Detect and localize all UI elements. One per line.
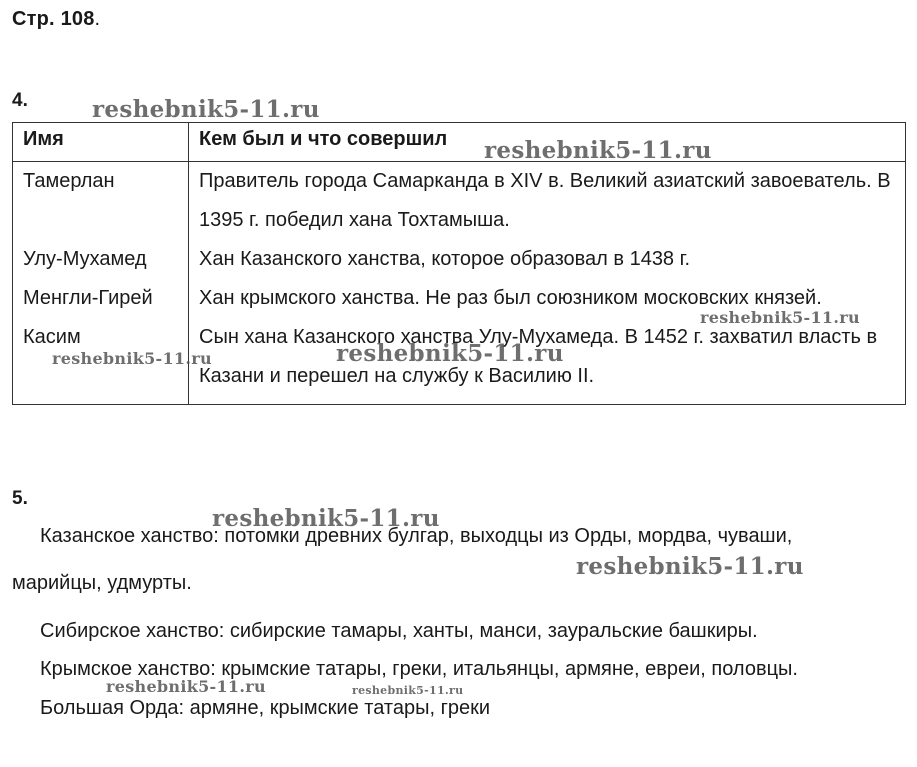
watermark: reshebnik5-11.ru: [336, 340, 564, 367]
row-name: Касим: [13, 318, 189, 405]
watermark: reshebnik5-11.ru: [212, 505, 440, 532]
row-description: Хан крымского ханства. Не раз был союзником московских князей.: [189, 279, 906, 318]
siberian-khanate-paragraph: Сибирское ханство: сибирские тамары, ханты, манси, зауральские башкиры.: [40, 620, 758, 642]
row-description: Сын хана Казанского ханства Улу-Мухамеда. В 1452 г. захватил власть в Казани и перешел на службу к Василию II.: [189, 318, 906, 405]
table-header-row: [13, 123, 906, 162]
table-row: [13, 240, 906, 279]
page-title-dot: .: [94, 8, 101, 30]
crimean-khanate-paragraph: Крымское ханство: крымские татары, греки, итальянцы, армяне, евреи, половцы.: [40, 658, 798, 680]
task-5-number: 5.: [12, 488, 28, 509]
row-description: Хан Казанского ханства, которое образовал в 1438 г.: [189, 240, 906, 279]
table-row: [13, 162, 906, 241]
watermark: reshebnik5-11.ru: [484, 137, 712, 164]
page-title: [12, 8, 100, 31]
kazan-khanate-line-1: Казанское ханство: потомки древних булгар, выходцы из Орды, мордва, чуваши,: [40, 525, 793, 547]
row-name: Менгли-Гирей: [13, 279, 189, 318]
task-4-number: 4.: [12, 90, 28, 111]
kazan-khanate-line-2: марийцы, удмурты.: [12, 572, 192, 594]
great-horde-paragraph: Большая Орда: армяне, крымские татары, греки: [40, 697, 491, 719]
watermark: reshebnik5-11.ru: [106, 677, 266, 696]
column-header-description: Кем был и что совершил: [189, 123, 906, 162]
column-header-name: Имя: [13, 123, 189, 162]
row-name: Тамерлан: [13, 162, 189, 241]
watermark: reshebnik5-11.ru: [52, 349, 212, 368]
watermark: reshebnik5-11.ru: [700, 308, 860, 327]
row-name: Улу-Мухамед: [13, 240, 189, 279]
watermark: reshebnik5-11.ru: [92, 96, 320, 123]
watermark: reshebnik5-11.ru: [352, 684, 464, 697]
page-number-label: Стр. 108: [12, 8, 95, 30]
watermark: reshebnik5-11.ru: [576, 553, 804, 580]
row-description: Правитель города Самарканда в XIV в. Великий азиатский завоеватель. В 1395 г. победил хана Тохтамыша.: [189, 162, 906, 241]
